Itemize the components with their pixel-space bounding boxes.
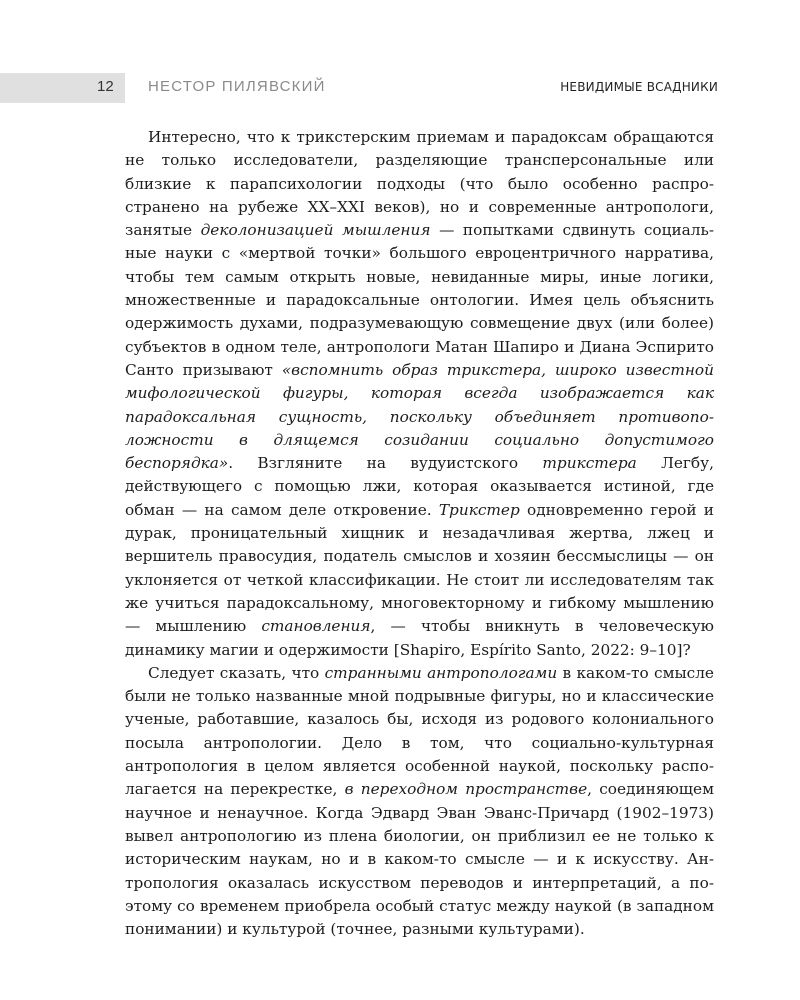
italic-run: деколонизацией мышления (200, 221, 431, 240)
paragraph (125, 662, 714, 942)
text-run: Легбу, действующего с помощью лжи, которая оказывается истиной, где обман — на самом деле откровение. (125, 454, 714, 519)
text-run: , соединяющем научное и ненаучное. Когда Эдвард Эван Эванс-Причард (1902–1973) вывел антропологию из плена биологии, он приблизил ее не только к историческим наукам, но и в каком-то смысле — и к искусству. Антропология оказалась искусством переводов и интерпретаций, а поэтому со временем приобрела особый статус между наукой (в западном понимании) и культурой (точнее, разными культурами). (125, 780, 714, 939)
paragraph (125, 126, 714, 662)
text-run: в каком-то смысле были не только названные мной подрывные фигуры, но и классические ученые, работавшие, казалось бы, исходя из родового колониального посыла антропологии. Дело в том, что социально-культурная антропология в целом является особенной наукой, поскольку располагается на перекрестке, (125, 663, 714, 799)
text-run: Следует сказать, что (148, 663, 325, 682)
italic-run: «вспомнить образ трикстера, широко известной мифологической фигуры, которая всегда изображается как парадоксальная сущность, поскольку объединяет противоположности в длящемся созидании социально допустимого беспорядка» (125, 360, 714, 473)
italic-run: трикстера (542, 454, 637, 473)
text-run: , — чтобы вникнуть в человеческую динамику магии и одержимости [Shapiro, Espírito Santo, 2022: 9–10]? (125, 617, 714, 659)
running-header (0, 73, 800, 103)
text-run: одновременно герой и дурак, проницательный хищник и незадачливая жертва, лжец и вершитель правосудия, податель смыслов и хозяин бессмыслицы — он уклоняется от четкой классификации. Не стоит ли исследователям так же учиться парадоксальному, многовекторному и гибкому мышлению — мышлению (125, 500, 714, 636)
italic-run: в переходном пространстве (344, 780, 588, 799)
page-number: 12 (97, 78, 114, 95)
book-title: НЕВИДИМЫЕ ВСАДНИКИ (560, 80, 718, 94)
body-text (125, 126, 714, 941)
text-run: — попытками сдвинуть социальные науки с «мертвой точки» большого евроцентричного нарратива, чтобы тем самым открыть новые, невиданные миры, иные логики, множественные и парадоксальные онтологии. Имея цель объяснить одержимость духами, подразумевающую совмещение двух (или более) субъектов в одном теле, антропологи Матан Шапиро и Диана Эспирито Санто призывают (125, 221, 714, 379)
italic-run: странными антропологами (324, 663, 558, 682)
page-number-tab (0, 73, 125, 103)
author-name: НЕСТОР ПИЛЯВСКИЙ (148, 78, 326, 95)
italic-run: становления (261, 617, 371, 636)
text-run: Интересно, что к трикстерским приемам и парадоксам обращаются не только исследователи, разделяющие трансперсональные или близкие к парапсихологии подходы (что было особенно распространено на рубеже XX–XXI веков), но и современные антропологи, занятые (125, 128, 714, 240)
text-run: . Взгляните на вудуистского (228, 454, 543, 473)
italic-run: Трикстер (438, 500, 520, 519)
